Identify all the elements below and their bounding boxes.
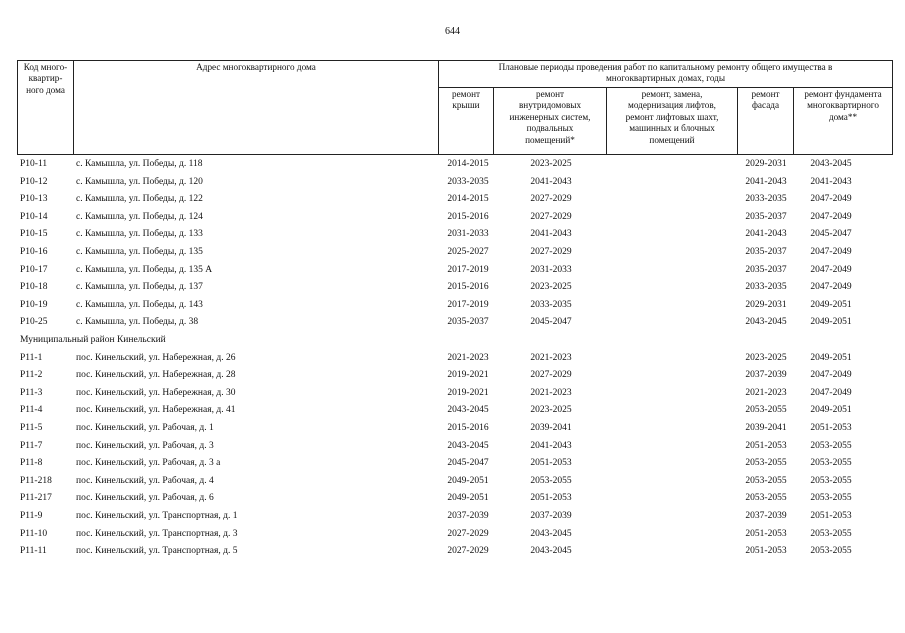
cell-facade: 2053-2055 (745, 475, 787, 486)
cell-foundation: 2049-2051 (810, 405, 852, 416)
cell-facade: 2043-2045 (745, 317, 787, 328)
table-row (0, 367, 905, 384)
cell-foundation: 2041-2043 (810, 176, 852, 187)
cell-roof: 2015-2016 (447, 282, 489, 293)
table-row (0, 191, 905, 208)
cell-address: пос. Кинельский, ул. Рабочая, д. 6 (76, 493, 214, 504)
cell-foundation: 2051-2053 (810, 511, 852, 521)
header-periods: Плановые периоды проведения работ по капитальному ремонту общего имущества в многоквартирных домах, годы (498, 62, 833, 84)
cell-address: пос. Кинельский, ул. Набережная, д. 28 (76, 370, 236, 381)
cell-code: Р11-8 (20, 458, 43, 469)
section-title: Муниципальный район Кинельский (20, 335, 166, 345)
table-row (0, 490, 905, 507)
table-row (0, 174, 905, 191)
header-foundation: ремонт фундамента многоквартирного дома** (804, 89, 882, 122)
cell-facade: 2037-2039 (745, 370, 787, 381)
cell-code: Р11-10 (20, 528, 48, 539)
cell-roof: 2031-2033 (447, 229, 489, 240)
table-row (0, 156, 905, 173)
table-row (0, 209, 905, 226)
cell-address: с. Камышла, ул. Победы, д. 137 (76, 282, 203, 293)
table-row (0, 420, 905, 437)
cell-facade: 2041-2043 (745, 229, 787, 240)
cell-address: пос. Кинельский, ул. Транспортная, д. 5 (76, 546, 238, 557)
cell-facade: 2053-2055 (745, 458, 787, 469)
cell-systems: 2023-2025 (530, 159, 572, 169)
cell-code: Р10-25 (20, 317, 48, 328)
table-row (0, 262, 905, 279)
table-row (0, 473, 905, 490)
cell-systems: 2045-2047 (530, 317, 572, 328)
cell-code: Р11-1 (20, 352, 43, 363)
cell-code: Р11-2 (20, 370, 43, 381)
cell-roof: 2027-2029 (447, 546, 489, 557)
cell-foundation: 2053-2055 (810, 546, 852, 557)
cell-code: Р10-16 (20, 247, 48, 257)
cell-systems: 2021-2023 (530, 352, 572, 363)
cell-address: с. Камышла, ул. Победы, д. 143 (76, 299, 203, 310)
cell-facade: 2029-2031 (745, 299, 787, 310)
cell-address: пос. Кинельский, ул. Рабочая, д. 4 (76, 475, 214, 486)
table-row (0, 350, 905, 367)
cell-address: с. Камышла, ул. Победы, д. 120 (76, 176, 203, 187)
cell-facade: 2041-2043 (745, 176, 787, 187)
cell-address: с. Камышла, ул. Победы, д. 133 (76, 229, 203, 240)
cell-facade: 2035-2037 (745, 264, 787, 275)
cell-roof: 2019-2021 (447, 387, 489, 398)
cell-roof: 2043-2045 (447, 405, 489, 416)
header-address: Адрес многоквартирного дома (196, 62, 316, 72)
cell-code: Р11-5 (20, 423, 43, 433)
cell-roof: 2021-2023 (447, 352, 489, 363)
table-row (0, 402, 905, 419)
cell-facade: 2033-2035 (745, 194, 787, 205)
header-lifts: ремонт, замена, модернизация лифтов, ремонт лифтовых шахт, машинных и блочных помещений (625, 89, 719, 145)
cell-systems: 2041-2043 (530, 440, 572, 451)
cell-address: с. Камышла, ул. Победы, д. 122 (76, 194, 203, 205)
cell-facade: 2035-2037 (745, 247, 787, 257)
cell-code: Р11-217 (20, 493, 52, 504)
cell-roof: 2017-2019 (447, 299, 489, 310)
cell-facade: 2039-2041 (745, 423, 787, 433)
table-row (0, 279, 905, 296)
cell-code: Р10-12 (20, 176, 48, 187)
cell-facade: 2037-2039 (745, 511, 787, 521)
cell-facade: 2033-2035 (745, 282, 787, 293)
cell-systems: 2027-2029 (530, 211, 572, 222)
table-header (17, 60, 893, 155)
cell-roof: 2015-2016 (447, 211, 489, 222)
table-row (0, 543, 905, 560)
header-right-border (892, 60, 893, 155)
cell-foundation: 2049-2051 (810, 352, 852, 363)
cell-foundation: 2053-2055 (810, 440, 852, 451)
cell-systems: 2039-2041 (530, 423, 572, 433)
cell-address: пос. Кинельский, ул. Рабочая, д. 3 (76, 440, 214, 451)
cell-code: Р11-9 (20, 511, 43, 521)
cell-systems: 2027-2029 (530, 194, 572, 205)
cell-systems: 2021-2023 (530, 387, 572, 398)
cell-roof: 2049-2051 (447, 493, 489, 504)
cell-facade: 2053-2055 (745, 493, 787, 504)
cell-systems: 2043-2045 (530, 528, 572, 539)
cell-code: Р10-17 (20, 264, 48, 275)
cell-address: пос. Кинельский, ул. Транспортная, д. 3 (76, 528, 238, 539)
table-row (0, 508, 905, 525)
cell-facade: 2021-2023 (745, 387, 787, 398)
cell-systems: 2027-2029 (530, 247, 572, 257)
cell-systems: 2037-2039 (530, 511, 572, 521)
cell-code: Р11-218 (20, 475, 52, 486)
header-top-border (17, 60, 893, 61)
header-bottom-border (17, 154, 893, 155)
cell-systems: 2051-2053 (530, 458, 572, 469)
cell-address: пос. Кинельский, ул. Набережная, д. 30 (76, 387, 236, 398)
cell-code: Р11-4 (20, 405, 43, 416)
table-row (0, 455, 905, 472)
cell-code: Р10-13 (20, 194, 48, 205)
cell-address: пос. Кинельский, ул. Набережная, д. 41 (76, 405, 236, 416)
cell-facade: 2023-2025 (745, 352, 787, 363)
cell-facade: 2051-2053 (745, 528, 787, 539)
cell-facade: 2053-2055 (745, 405, 787, 416)
table-row (0, 244, 905, 261)
cell-address: пос. Кинельский, ул. Набережная, д. 26 (76, 352, 236, 363)
cell-roof: 2019-2021 (447, 370, 489, 381)
cell-address: с. Камышла, ул. Победы, д. 135 (76, 247, 203, 257)
cell-foundation: 2053-2055 (810, 475, 852, 486)
table-row (0, 526, 905, 543)
table-row (0, 438, 905, 455)
cell-foundation: 2047-2049 (810, 387, 852, 398)
table-row (0, 385, 905, 402)
cell-roof: 2049-2051 (447, 475, 489, 486)
cell-systems: 2031-2033 (530, 264, 572, 275)
cell-foundation: 2043-2045 (810, 159, 852, 169)
cell-foundation: 2045-2047 (810, 229, 852, 240)
cell-address: пос. Кинельский, ул. Рабочая, д. 3 а (76, 458, 221, 469)
cell-address: пос. Кинельский, ул. Транспортная, д. 1 (76, 511, 238, 521)
cell-systems: 2033-2035 (530, 299, 572, 310)
cell-systems: 2023-2025 (530, 405, 572, 416)
cell-systems: 2051-2053 (530, 493, 572, 504)
cell-facade: 2035-2037 (745, 211, 787, 222)
cell-foundation: 2047-2049 (810, 264, 852, 275)
page-number: 644 (445, 26, 460, 37)
cell-roof: 2043-2045 (447, 440, 489, 451)
cell-facade: 2051-2053 (745, 440, 787, 451)
cell-facade: 2051-2053 (745, 546, 787, 557)
cell-systems: 2027-2029 (530, 370, 572, 381)
table-row (0, 297, 905, 314)
cell-foundation: 2049-2051 (810, 299, 852, 310)
cell-systems: 2043-2045 (530, 546, 572, 557)
cell-code: Р10-14 (20, 211, 48, 222)
cell-systems: 2041-2043 (530, 229, 572, 240)
table-row (0, 314, 905, 331)
cell-systems: 2023-2025 (530, 282, 572, 293)
cell-code: Р10-15 (20, 229, 48, 240)
cell-foundation: 2047-2049 (810, 194, 852, 205)
cell-roof: 2015-2016 (447, 423, 489, 433)
cell-roof: 2014-2015 (447, 194, 489, 205)
header-facade: ремонт фасада (751, 89, 780, 111)
cell-address: с. Камышла, ул. Победы, д. 124 (76, 211, 203, 222)
cell-roof: 2017-2019 (447, 264, 489, 275)
cell-roof: 2025-2027 (447, 247, 489, 257)
cell-address: с. Камышла, ул. Победы, д. 38 (76, 317, 199, 328)
cell-foundation: 2051-2053 (810, 423, 852, 433)
header-roof: ремонт крыши (451, 89, 480, 111)
cell-roof: 2037-2039 (447, 511, 489, 521)
cell-address: с. Камышла, ул. Победы, д. 135 А (76, 264, 213, 275)
cell-roof: 2014-2015 (447, 159, 489, 169)
cell-code: Р10-11 (20, 159, 48, 169)
cell-roof: 2027-2029 (447, 528, 489, 539)
cell-code: Р11-3 (20, 387, 43, 398)
header-code: Код много- квартир- ного дома (23, 62, 68, 95)
table-row (0, 226, 905, 243)
cell-roof: 2033-2035 (447, 176, 489, 187)
cell-code: Р10-19 (20, 299, 48, 310)
cell-address: с. Камышла, ул. Победы, д. 118 (76, 159, 203, 169)
cell-foundation: 2047-2049 (810, 282, 852, 293)
header-subdivider (438, 87, 893, 88)
cell-systems: 2053-2055 (530, 475, 572, 486)
cell-foundation: 2053-2055 (810, 458, 852, 469)
cell-foundation: 2047-2049 (810, 211, 852, 222)
cell-code: Р11-11 (20, 546, 47, 557)
cell-roof: 2035-2037 (447, 317, 489, 328)
header-divider-code (73, 60, 74, 155)
cell-code: Р10-18 (20, 282, 48, 293)
cell-foundation: 2053-2055 (810, 493, 852, 504)
cell-roof: 2045-2047 (447, 458, 489, 469)
cell-foundation: 2049-2051 (810, 317, 852, 328)
cell-foundation: 2047-2049 (810, 370, 852, 381)
cell-address: пос. Кинельский, ул. Рабочая, д. 1 (76, 423, 214, 433)
header-systems: ремонт внутридомовых инженерных систем, подвальных помещений* (509, 89, 591, 145)
cell-foundation: 2053-2055 (810, 528, 852, 539)
cell-foundation: 2047-2049 (810, 247, 852, 257)
cell-systems: 2041-2043 (530, 176, 572, 187)
cell-facade: 2029-2031 (745, 159, 787, 169)
cell-code: Р11-7 (20, 440, 43, 451)
